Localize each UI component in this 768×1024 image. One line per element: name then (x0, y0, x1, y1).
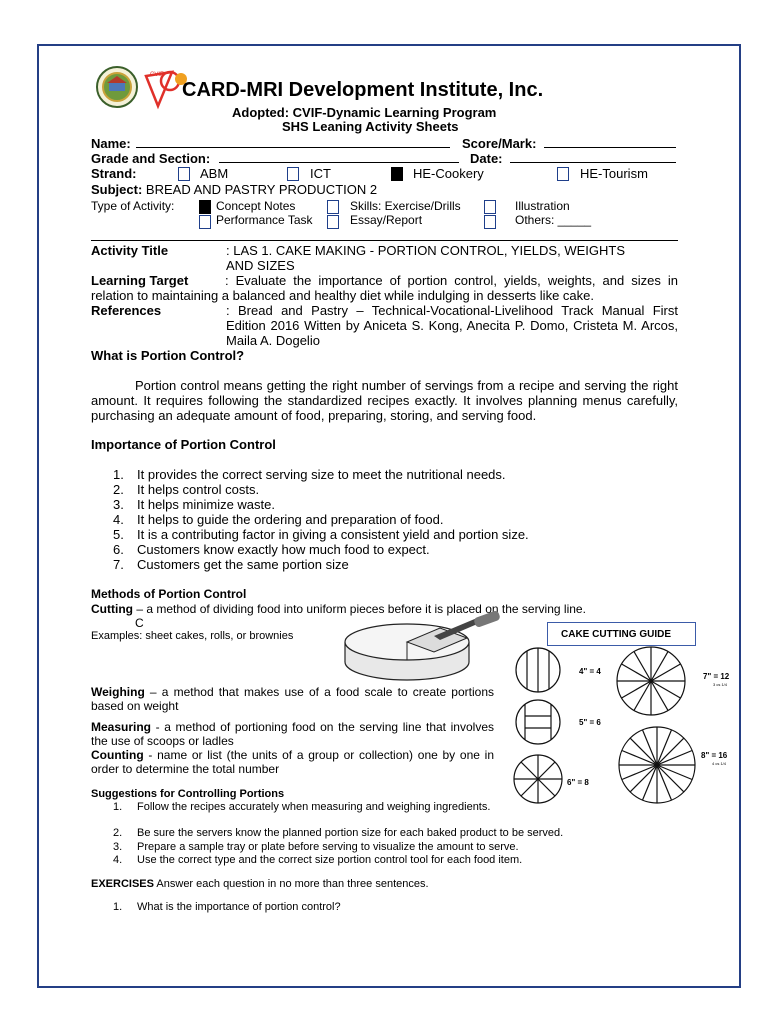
references-text: : Bread and Pastry – Technical-Vocational-Livelihood Track Manual First Edition 2016 Witten by Aniceta S. Kong, Anecita P. Domo, Cristeta M. Arcos, Maila A. Dogelio (226, 303, 678, 348)
sheet-title: SHS Leaning Activity Sheets (282, 119, 459, 134)
strand-tourism-label: HE-Tourism (580, 166, 648, 181)
essay-label: Essay/Report (350, 213, 423, 227)
activity-title-line2: AND SIZES (226, 258, 295, 273)
guide-sublabel-7: 3 cs 1/4 (713, 682, 728, 687)
exercises-instruction: Answer each question in no more than three sentences. (153, 878, 429, 890)
name-label: Name: (91, 136, 131, 151)
list-item: 1. It provides the correct serving size to meet the nutritional needs. (113, 467, 506, 482)
learning-target-label: Learning Target (91, 273, 189, 288)
what-is-heading: What is Portion Control? (91, 348, 245, 363)
slice-line (630, 765, 657, 792)
performance-task-checkbox[interactable] (199, 215, 211, 229)
subject-row (91, 182, 377, 197)
strand-cookery-checkbox[interactable] (391, 167, 403, 181)
exercise-questions (113, 901, 673, 913)
date-label: Date: (470, 151, 503, 166)
cake-guide-title: CAKE CUTTING GUIDE (561, 629, 671, 640)
list-item: 2. It helps control costs. (113, 482, 260, 497)
cvif-logo (146, 72, 187, 106)
strand-cookery-label: HE-Cookery (413, 166, 484, 181)
activity-type-label: Type of Activity: (91, 199, 175, 213)
strand-ict-checkbox[interactable] (287, 167, 299, 181)
what-is-paragraph: Portion control means getting the right number of servings from a recipe and serving the right amount. It requires following the standardized recipes exactly. It involves planning menus carefully, purchasing an adequate amount of food, preparing, storing, and serving food. (91, 378, 678, 423)
references-label: References (91, 303, 162, 318)
guide-label-8: 8" = 16 (701, 751, 728, 760)
slice-line (538, 762, 555, 779)
cake-4in (516, 648, 560, 692)
divider (91, 240, 678, 241)
list-item: 2. Be sure the servers know the planned portion size for each baked product to be served. (113, 827, 564, 839)
guide-label-4: 4" = 4 (579, 667, 601, 676)
list-item: 4. Use the correct type and the correct size portion control tool for each food item. (113, 854, 523, 866)
suggestions-heading: Suggestions for Controlling Portions (91, 788, 285, 800)
performance-task-label: Performance Task (216, 213, 313, 227)
cake-cutting-diagram (505, 645, 730, 820)
cutting-examples: Examples: sheet cakes, rolls, or brownies (91, 630, 294, 642)
cake-7in (617, 647, 685, 715)
date-field[interactable] (510, 151, 676, 163)
strand-abm-checkbox[interactable] (178, 167, 190, 181)
slice-line (657, 765, 684, 792)
methods-heading: Methods of Portion Control (91, 587, 247, 601)
learning-target-text: : Evaluate the importance of portion control, yields, weights, and sizes in relation to maintaining a balanced and healthy diet while indulging in desserts like cake. (91, 273, 678, 303)
skills-checkbox[interactable] (327, 200, 339, 214)
subject-label: Subject: (91, 182, 143, 197)
weighing-paragraph: Weighing – a method that makes use of a food scale to create portions based on weight (91, 685, 494, 713)
slice-line (630, 738, 657, 765)
cvif-badge-text: CVIF (150, 72, 164, 78)
illustration-checkbox[interactable] (484, 200, 496, 214)
list-item: 6. Customers know exactly how much food to expect. (113, 542, 430, 557)
concept-notes-label: Concept Notes (216, 199, 296, 213)
slice-line (538, 779, 555, 796)
activity-title-label: Activity Title (91, 243, 169, 258)
others-checkbox[interactable] (484, 215, 496, 229)
guide-sublabel-8: 4 cs 1/4 (712, 761, 727, 766)
strand-ict-label: ICT (310, 166, 331, 181)
grade-label: Grade and Section: (91, 151, 211, 166)
cake-guide-title-box (547, 622, 696, 646)
list-item: 7. Customers get the same portion size (113, 557, 349, 572)
slice-line (521, 779, 538, 796)
cake-5in (516, 700, 560, 744)
counting-paragraph: Counting - name or list (the units of a group or collection) one by one in order to determine the total number (91, 748, 494, 776)
slice-line (521, 762, 538, 779)
essay-checkbox[interactable] (327, 215, 339, 229)
importance-heading: Importance of Portion Control (91, 437, 276, 452)
score-field[interactable] (544, 136, 676, 148)
guide-label-7: 7" = 12 (703, 672, 730, 681)
institution-name: CARD-MRI Development Institute, Inc. (182, 79, 544, 101)
others-label: Others: _____ (515, 213, 592, 227)
subject-value: BREAD AND PASTRY PRODUCTION 2 (145, 182, 378, 197)
strand-label: Strand: (91, 166, 137, 181)
list-item: 1. Follow the recipes accurately when measuring and weighing ingredients. (113, 801, 491, 813)
exercises-label: EXERCISES (91, 878, 154, 890)
guide-label-5: 5" = 6 (579, 718, 601, 727)
concept-notes-checkbox[interactable] (199, 200, 211, 214)
list-item: 1. What is the importance of portion control? (113, 901, 341, 913)
strand-abm-label: ABM (200, 166, 229, 181)
importance-list (113, 467, 673, 572)
activity-title-line1: : LAS 1. CAKE MAKING - PORTION CONTROL, YIELDS, WEIGHTS (226, 243, 625, 258)
slice-line (657, 738, 684, 765)
list-item: 3. Prepare a sample tray or plate before serving to visualize the amount to serve. (113, 840, 519, 853)
seal-logo (97, 67, 137, 107)
cutting-term: Cutting (91, 602, 133, 616)
cake-6in (514, 755, 562, 803)
list-item: 5. It is a contributing factor in giving a consistent yield and portion size. (113, 527, 529, 542)
guide-label-6: 6" = 8 (567, 778, 589, 787)
name-field[interactable] (136, 136, 450, 148)
measuring-paragraph: Measuring - a method of portioning food on the serving line that involves the use of scoops or ladles (91, 720, 494, 748)
list-item: 3. It helps minimize waste. (113, 497, 275, 512)
cutting-text: – a method of dividing food into uniform pieces before it is placed on the serving line. (132, 602, 586, 616)
cake-8in (619, 727, 695, 803)
suggestions-list (113, 801, 494, 814)
program-title: Adopted: CVIF-Dynamic Learning Program (232, 105, 497, 120)
skills-label: Skills: Exercise/Drills (350, 199, 461, 213)
suggestions-list-wide (113, 827, 713, 868)
illustration-label: Illustration (515, 199, 570, 213)
strand-tourism-checkbox[interactable] (557, 167, 569, 181)
score-label: Score/Mark: (462, 136, 537, 151)
list-item: 4. It helps to guide the ordering and preparation of food. (113, 512, 444, 527)
stray-letter: C (135, 616, 144, 630)
grade-field[interactable] (219, 151, 459, 163)
exercises-line (91, 878, 429, 890)
cake-slice-illustration (322, 612, 508, 684)
